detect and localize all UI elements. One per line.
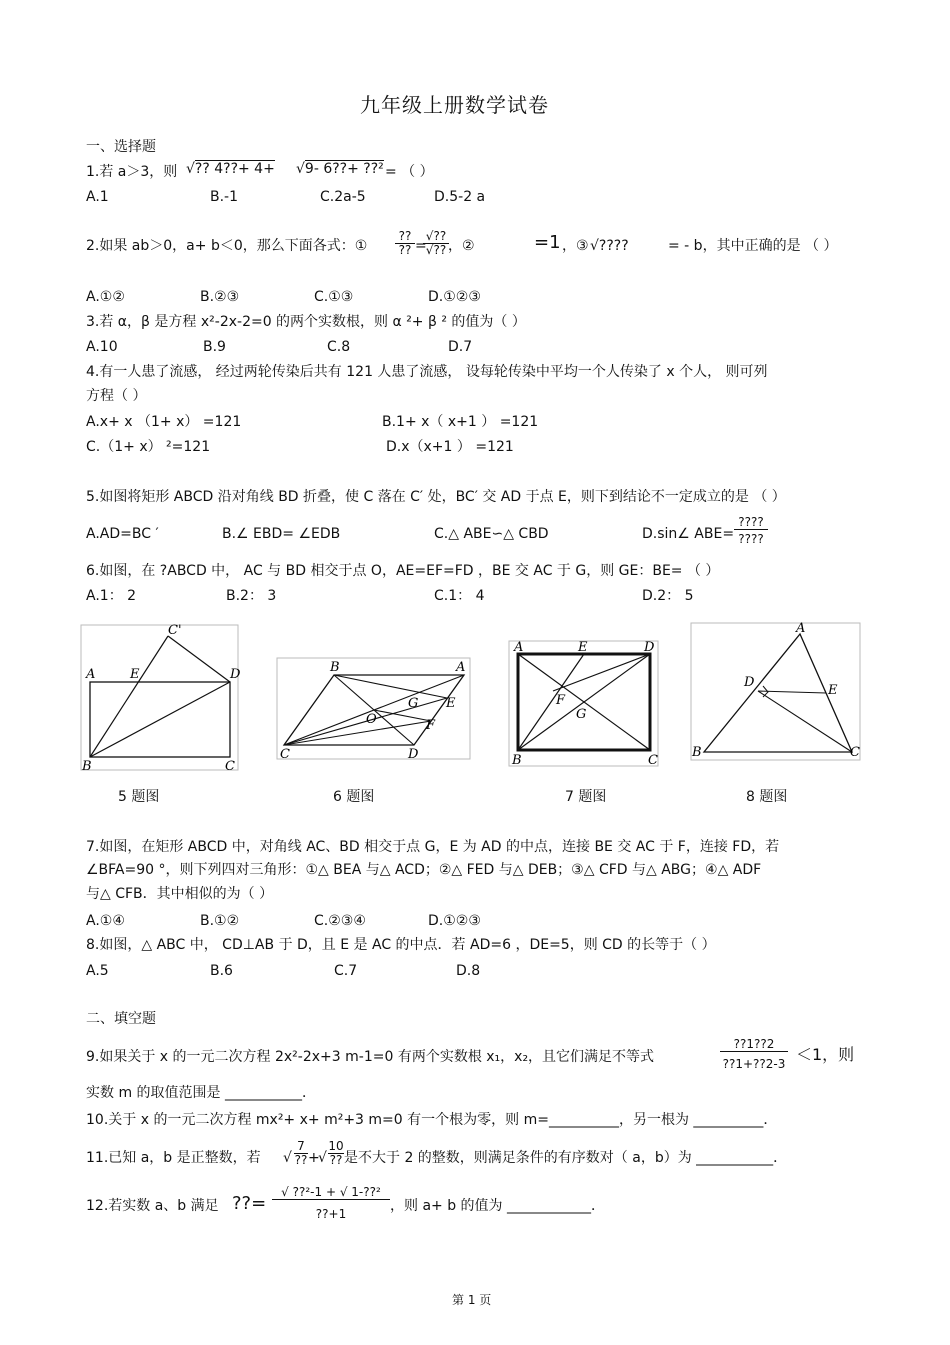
q5-d-den: ???? [734,529,768,546]
q2-fraction-2-num: √?? [425,229,447,243]
fig6-label-c: C [280,747,290,761]
q2-option-b: B.②③ [200,289,240,305]
q6-option-b: B.2： 3 [226,588,277,604]
q3-option-d: D.7 [448,339,473,355]
fig6-label-d: D [408,747,419,761]
fig8-label-a: A [796,622,806,636]
q2-mid-2: ，② [448,238,475,254]
q2-option-c: C.①③ [314,289,354,305]
q2-mid-3: ，③ [562,238,589,254]
q8-stem: 8.如图，△ ABC 中， CD⊥AB 于 D，且 E 是 AC 的中点．若 AD=6 ，DE=5，则 CD 的长等于（ ） [86,937,716,953]
q2-fraction-2 [423,230,449,257]
q10-text: 10.关于 x 的一元二次方程 mx²+ x+ m²+3 m=0 有一个根为零，则 m=__________，另一根为 __________． [86,1112,778,1128]
q5-stem: 5.如图将矩形 ABCD 沿对角线 BD 折叠，使 C 落在 C′ 处，BC′ 交 AD 于点 E，则下到结论不一定成立的是 （ ） [86,489,786,505]
fig6-label-b: B [330,660,340,675]
figure-5 [80,624,240,772]
q1-option-d: D.5-2 a [434,189,486,205]
q11-fraction-2-den: ?? [329,1153,343,1167]
figure-7 [508,640,660,768]
fig7-label-a: A [514,640,524,655]
q11-stem: 11.已知 a，b 是正整数，若 [86,1150,261,1166]
fig6-label-f: F [426,718,436,733]
q3-option-c: C.8 [327,339,351,355]
q9-fraction [720,1038,788,1071]
q5-option-c: C.△ ABE∽△ CBD [434,526,549,542]
q1-radicand-1: ?? 4??+ 4+ [194,161,275,177]
q6-stem: 6.如图，在 ?ABCD 中， AC 与 BD 相交于点 O，AE=EF=FD ，BE 交 AC 于 G，则 GE：BE= （ ） [86,563,720,579]
q11-plus: + [308,1150,320,1166]
fig8-label-c: C [850,745,860,760]
page-footer: 第 1 页 [452,1293,492,1307]
q9-fraction-num: ??1??2 [733,1037,775,1051]
caption-fig7: 7 题图 [565,789,607,805]
q4-option-a: A.x+ x （1+ x） =121 [86,414,242,430]
fig8-label-e: E [828,683,838,698]
q2-eq-sign: = [415,238,427,254]
fig5-label-d: D [230,667,240,682]
fig5-label-c-prime: C' [168,624,182,638]
q1-option-a: A.1 [86,189,109,205]
q7-option-d: D.①②③ [428,913,481,929]
section-choice-heading: 一、选择题 [86,139,156,155]
q3-option-a: A.10 [86,339,118,355]
q1-radical-1: √?? 4??+ 4+ [186,161,275,177]
q2-tail: = - b，其中正确的是 （ ） [668,238,838,254]
section-fill-heading: 二、填空题 [86,1011,156,1027]
q5-option-d-fraction [734,516,768,546]
q11-tail: 是不大于 2 的整数，则满足条件的有序数对（ a，b）为 ___________． [344,1150,788,1166]
fig6-label-g: G [408,696,419,711]
q9-tail: ＜1，则 [796,1045,855,1064]
q3-stem: 3.若 α，β 是方程 x²-2x-2=0 的两个实数根，则 α ²+ β ² 的值为（ ） [86,314,526,330]
fig5-label-a: A [86,667,96,682]
q7-option-b: B.①② [200,913,240,929]
q11-radical-sign-2: √ [318,1150,327,1166]
q9-line-1: 9.如果关于 x 的一元二次方程 2x²-2x+3 m-1=0 有两个实数根 x₁，x₂，且它们满足不等式 [86,1049,655,1065]
fig5-label-c: C [225,759,235,772]
q2-fraction-1-num: ?? [398,229,412,243]
q2-eq-1: =1 [534,232,561,253]
q2-option-d: D.①②③ [428,289,481,305]
q1-radical-2: √9- 6??+ ??² [296,161,384,177]
q6-option-d: D.2： 5 [642,588,694,604]
q7-line-1: 7.如图，在矩形 ABCD 中，对角线 AC、BD 相交于点 G，E 为 AD 的中点，连接 BE 交 AC 于 F，连接 FD，若 [86,839,780,855]
q1-option-c: C.2a-5 [320,189,366,205]
q12-tail: ，则 a+ b 的值为 ____________． [390,1198,605,1214]
q4-line-2: 方程（ ） [86,388,147,404]
q5-option-a: A.AD=BC ′ [86,526,159,542]
q11-fraction-1 [294,1140,308,1167]
q6-option-a: A.1： 2 [86,588,137,604]
q1-tail: = （ ） [385,164,434,180]
q9-fraction-den: ??1+??2-3 [720,1051,788,1071]
figure-6 [276,657,472,761]
caption-fig6: 6 题图 [333,789,375,805]
q4-option-b: B.1+ x（ x+1 ） =121 [382,414,539,430]
q2-fraction-2-den: √?? [423,243,449,257]
fig7-label-d: D [644,640,655,655]
q7-line-2: ∠BFA=90 °，则下列四对三角形：①△ BEA 与△ ACD；②△ FED 与△ DEB；③△ CFD 与△ ABG；④△ ADF [86,862,762,878]
q1-option-b: B.-1 [210,189,239,205]
q4-line-1: 4.有一人患了流感， 经过两轮传染后共有 121 人患了流感， 设每轮传染中平均一个人传染了 x 个人， 则可列 [86,364,768,380]
q5-d-num: ???? [738,515,764,529]
q2-fraction-1 [395,230,415,257]
q8-option-c: C.7 [334,963,358,979]
q8-option-d: D.8 [456,963,481,979]
page-title: 九年级上册数学试卷 [360,93,549,117]
q11-fraction-1-num: 7 [297,1139,305,1153]
fig5-label-e: E [130,667,140,682]
q2-stem: 2.如果 ab＞0，a+ b＜0，那么下面各式：① [86,238,368,254]
fig7-label-f: F [556,693,566,708]
q3-option-b: B.9 [203,339,226,355]
q7-option-a: A.①④ [86,913,125,929]
q2-fraction-1-den: ?? [395,243,415,257]
figure-8 [690,622,862,762]
q11-fraction-2 [328,1140,344,1167]
q4-option-d: D.x（x+1 ） =121 [386,439,514,455]
q2-option-a: A.①② [86,289,125,305]
fig6-label-a: A [456,660,466,675]
q7-option-c: C.②③④ [314,913,366,929]
caption-fig5: 5 题图 [118,789,160,805]
q12-fraction-num: √ ??²-1 + √ 1-??² [281,1185,381,1199]
q6-option-c: C.1： 4 [434,588,485,604]
q5-option-d: D.sin∠ ABE= [642,526,735,542]
q11-radical-sign-1: √ [283,1150,292,1166]
q11-fraction-2-num: 10 [328,1139,344,1153]
caption-fig8: 8 题图 [746,789,788,805]
fig6-label-o: O [366,712,377,727]
fig7-label-c: C [648,753,658,768]
q11-fraction-1-den: ?? [294,1153,308,1167]
q8-option-a: A.5 [86,963,109,979]
fig7-label-b: B [512,753,522,768]
fig7-label-e: E [578,640,588,655]
fig7-label-g: G [576,707,587,722]
fig8-label-b: B [692,745,702,760]
fig6-label-e: E [446,696,456,711]
q12-fraction [272,1186,390,1221]
q9-line-2: 实数 m 的取值范围是 ___________． [86,1085,316,1101]
q5-option-b: B.∠ EBD= ∠EDB [222,526,341,542]
q1-stem: 1.若 a＞3，则 [86,164,178,180]
q12-fraction-den: ??+1 [272,1199,390,1221]
q12-lhs: ??= [232,1193,267,1214]
fig8-label-d: D [744,675,755,690]
q2-expr-3: √???? [590,238,629,254]
q12-stem: 12.若实数 a、b 满足 [86,1198,219,1214]
q4-option-c: C.（1+ x） ²=121 [86,439,211,455]
q7-line-3: 与△ CFB．其中相似的为（ ） [86,886,274,902]
q1-radicand-2: 9- 6??+ ??² [304,161,384,177]
q8-option-b: B.6 [210,963,233,979]
fig5-label-b: B [82,759,92,772]
